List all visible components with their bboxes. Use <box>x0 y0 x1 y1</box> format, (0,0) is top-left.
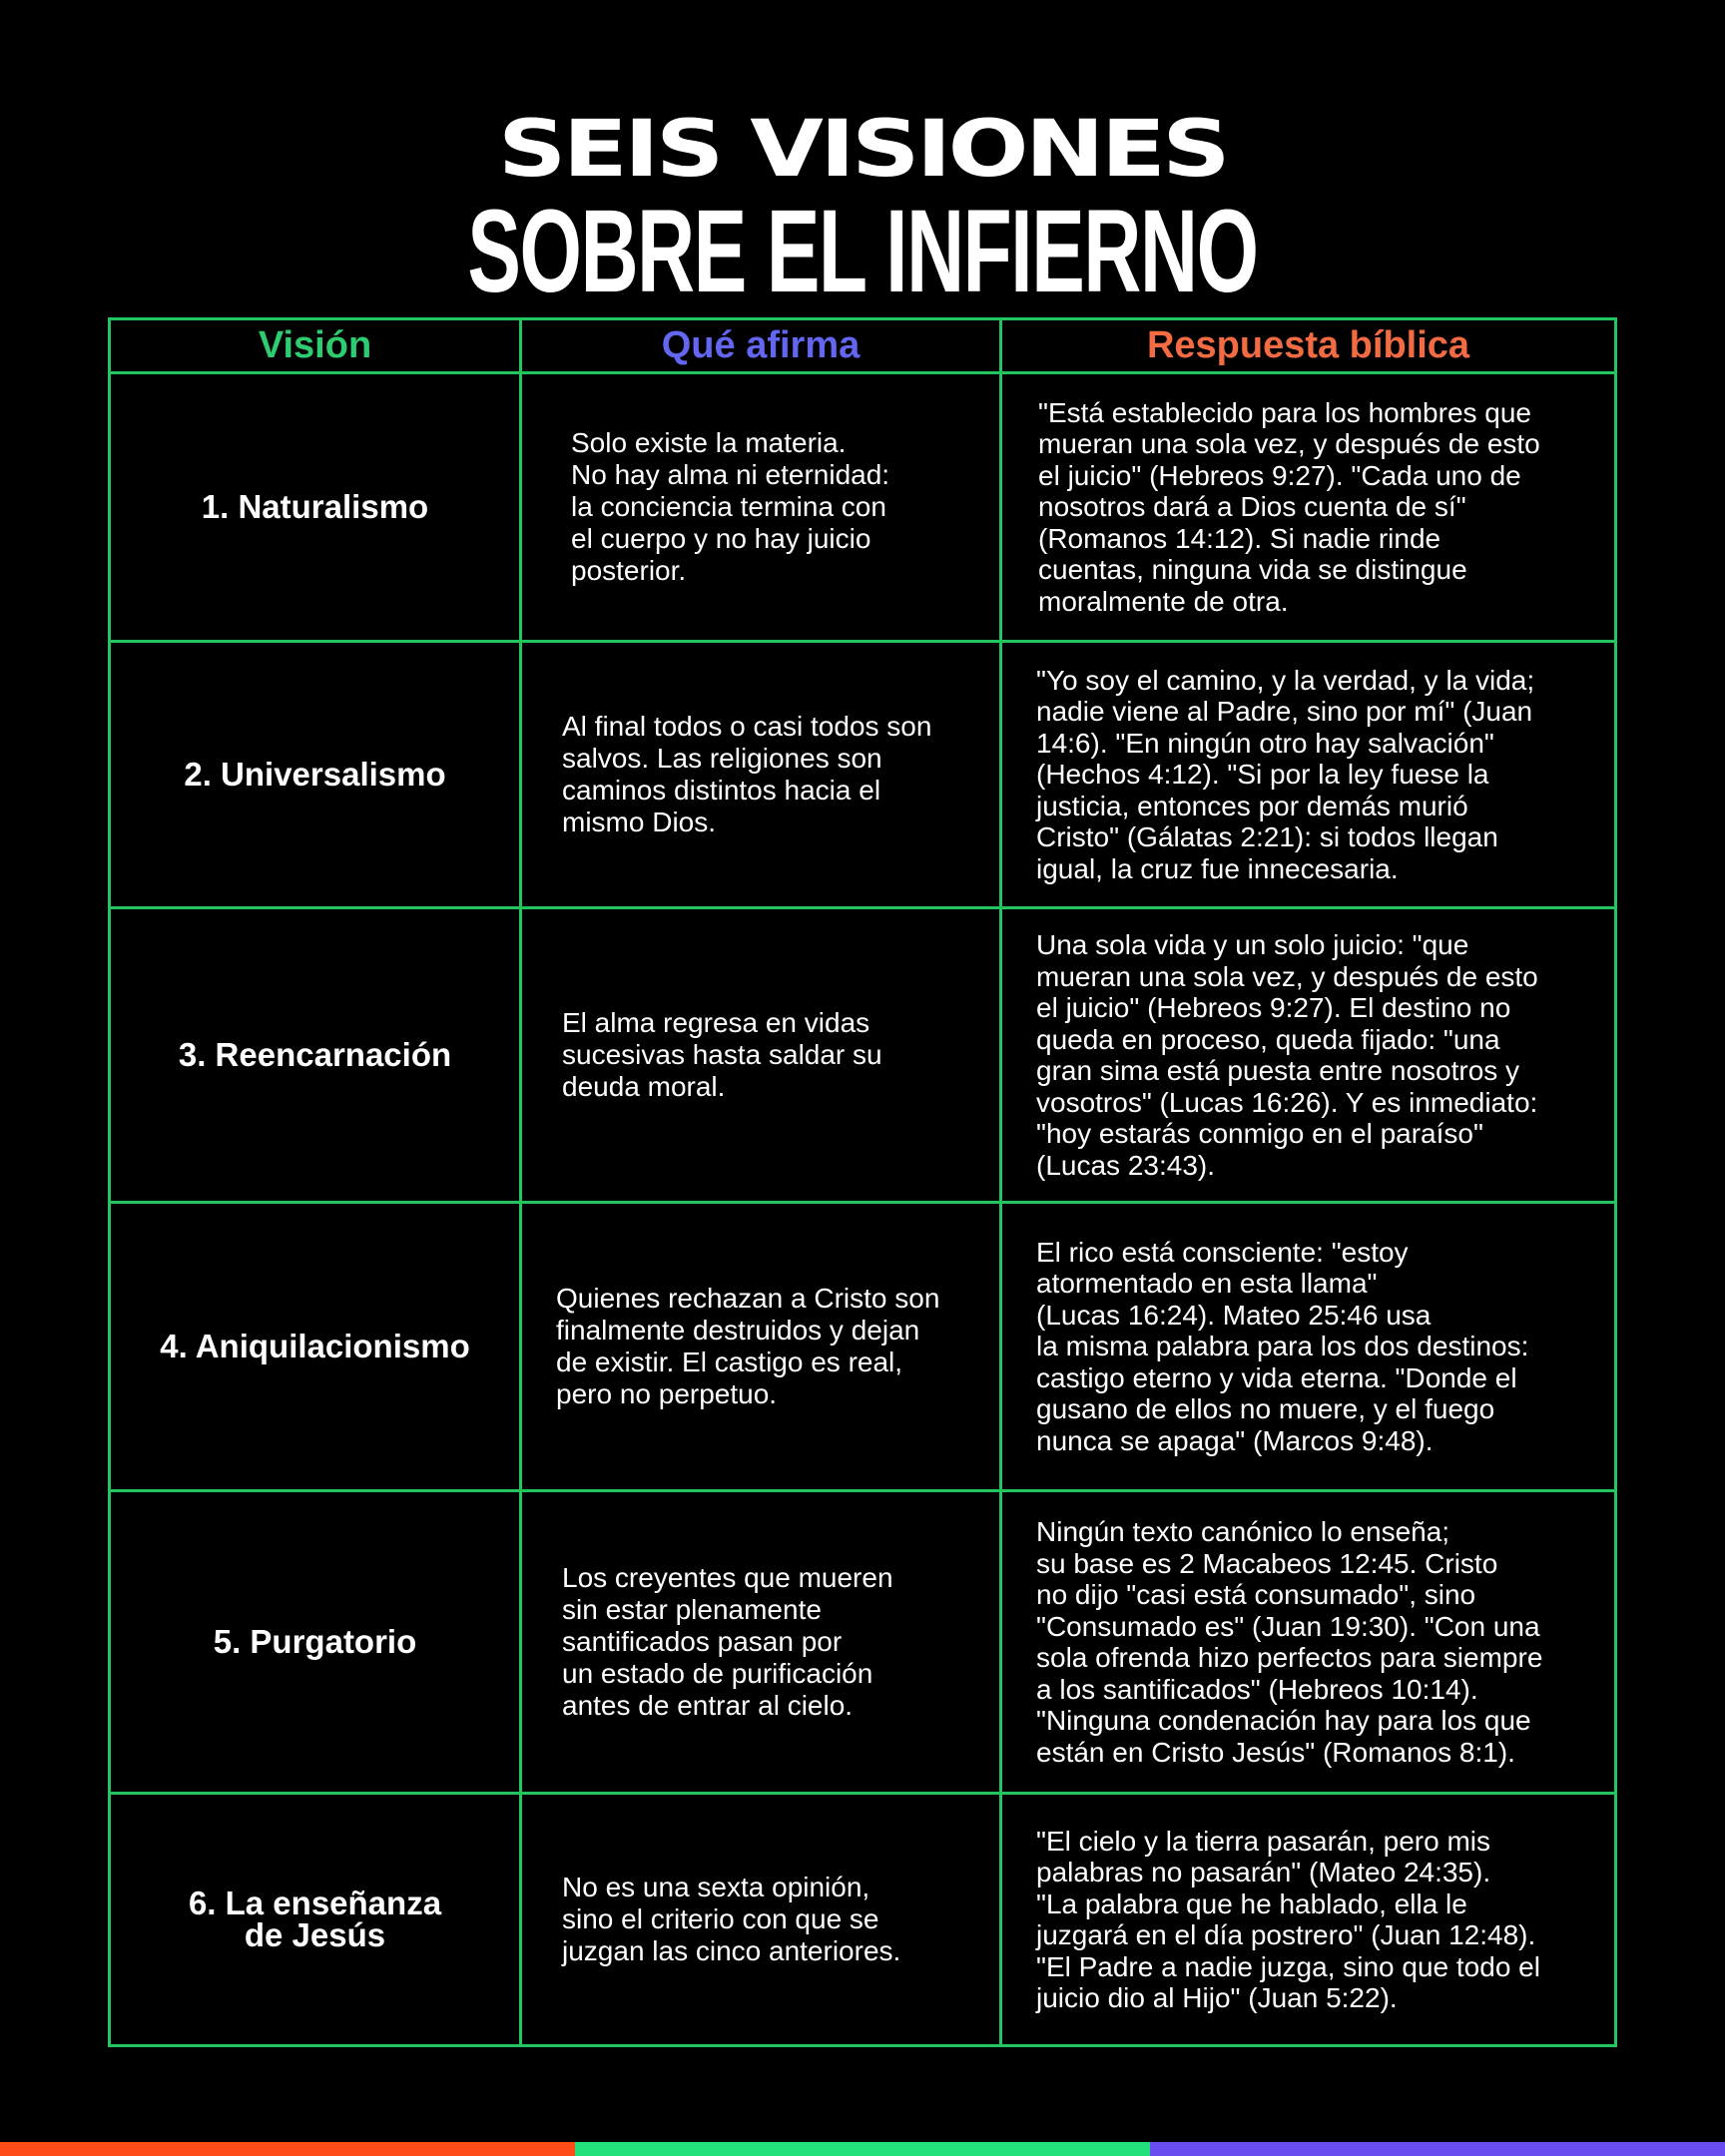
header-claim-label: Qué afirma <box>661 324 861 366</box>
row-2-response <box>1002 643 1614 909</box>
response-text: Una sola vida y un solo juicio: "que mueran una sola vez, y después de esto el juicio" (Hebreos 9:27). El destino no queda en proceso, queda fijado: "una gran sima está puesta entre nosotros y vosotros" (Lucas 16:26). Y es inmediato: "hoy estarás conmigo en el paraíso" (Lucas 23:43). <box>1036 929 1538 1181</box>
row-6-response <box>1002 1795 1614 2044</box>
row-4-vision <box>111 1204 522 1492</box>
row-3-vision <box>111 909 522 1204</box>
bottom-bar-segment-purple <box>1150 2142 1725 2156</box>
response-text: "Yo soy el camino, y la verdad, y la vida; nadie viene al Padre, sino por mí" (Juan 14:6). "En ningún otro hay salvación" (Hechos 4:12). "Si por la ley fuese la justicia, entonces por demás murió Cristo" (Gálatas 2:21): si todos llegan igual, la cruz fue innecesaria. <box>1036 664 1535 884</box>
vision-label: 3. Reencarnación <box>178 1036 452 1073</box>
response-text: El rico está consciente: "estoy atormentado en esta llama" (Lucas 16:24). Mateo 25:46 usa la misma palabra para los dos destinos: castigo eterno y vida eterna. "Donde el gusano de ellos no muere, y el fuego nunca se apaga" (Marcos 9:48). <box>1036 1236 1529 1456</box>
row-5-response <box>1002 1492 1614 1795</box>
header-claim <box>522 320 1002 374</box>
row-2-claim <box>522 643 1002 909</box>
row-5-vision <box>111 1492 522 1795</box>
row-2-vision <box>111 643 522 909</box>
title-line-2: SOBRE EL INFIERNO <box>467 186 1258 317</box>
vision-label: 6. La enseñanza de Jesús <box>188 1885 442 1953</box>
bottom-color-bar <box>0 2142 1725 2156</box>
row-1-claim <box>522 374 1002 643</box>
claim-text: No es una sexta opinión, sino el criterio con que se juzgan las cinco anteriores. <box>562 1872 901 1966</box>
claim-text: Solo existe la materia. No hay alma ni eternidad: la conciencia termina con el cuerpo y no hay juicio posterior. <box>571 427 890 586</box>
header-vision-label: Visión <box>258 324 372 366</box>
vision-label: 1. Naturalismo <box>201 488 429 525</box>
row-1-response <box>1002 374 1614 643</box>
row-6-claim <box>522 1795 1002 2044</box>
claim-text: Al final todos o casi todos son salvos. Las religiones son caminos distintos hacia el mismo Dios. <box>562 711 932 837</box>
vision-label: 4. Aniquilacionismo <box>160 1328 470 1364</box>
row-3-response <box>1002 909 1614 1204</box>
vision-label: 5. Purgatorio <box>213 1623 417 1660</box>
header-response-label: Respuesta bíblica <box>1146 324 1470 366</box>
claim-text: Quienes rechazan a Cristo son finalmente destruidos y dejan de existir. El castigo es real, pero no perpetuo. <box>556 1283 940 1409</box>
row-5-claim <box>522 1492 1002 1795</box>
row-1-vision <box>111 374 522 643</box>
title-line-1: SEIS VISIONES <box>497 105 1228 195</box>
vision-label: 2. Universalismo <box>184 756 446 793</box>
bottom-bar-segment-orange <box>0 2142 575 2156</box>
response-text: "Está establecido para los hombres que mueran una sola vez, y después de esto el juicio" (Hebreos 9:27). "Cada uno de nosotros dará a Dios cuenta de sí" (Romanos 14:12). Si nadie rinde cuentas, ninguna vida se distingue moralmente de otra. <box>1038 396 1540 617</box>
row-6-vision <box>111 1795 522 2044</box>
row-3-claim <box>522 909 1002 1204</box>
claim-text: Los creyentes que mueren sin estar plenamente santificados pasan por un estado de purificación antes de entrar al cielo. <box>562 1562 893 1721</box>
claim-text: El alma regresa en vidas sucesivas hasta saldar su deuda moral. <box>562 1007 882 1102</box>
comparison-table <box>108 317 1617 2047</box>
response-text: "El cielo y la tierra pasarán, pero mis palabras no pasarán" (Mateo 24:35). "La palabra que he hablado, ella le juzgará en el día postrero" (Juan 12:48). "El Padre a nadie juzga, sino que todo el juicio dio al Hijo" (Juan 5:22). <box>1036 1825 1540 2013</box>
bottom-bar-segment-green <box>575 2142 1150 2156</box>
page-title <box>0 105 1725 317</box>
header-response <box>1002 320 1614 374</box>
header-vision <box>111 320 522 374</box>
response-text: Ningún texto canónico lo enseña; su base es 2 Macabeos 12:45. Cristo no dijo "casi está consumado", sino "Consumado es" (Juan 19:30). "Con una sola ofrenda hizo perfectos para siempre a los santificados" (Hebreos 10:14). "Ninguna condenación hay para los que están en Cristo Jesús" (Romanos 8:1). <box>1036 1516 1543 1768</box>
row-4-response <box>1002 1204 1614 1492</box>
row-4-claim <box>522 1204 1002 1492</box>
